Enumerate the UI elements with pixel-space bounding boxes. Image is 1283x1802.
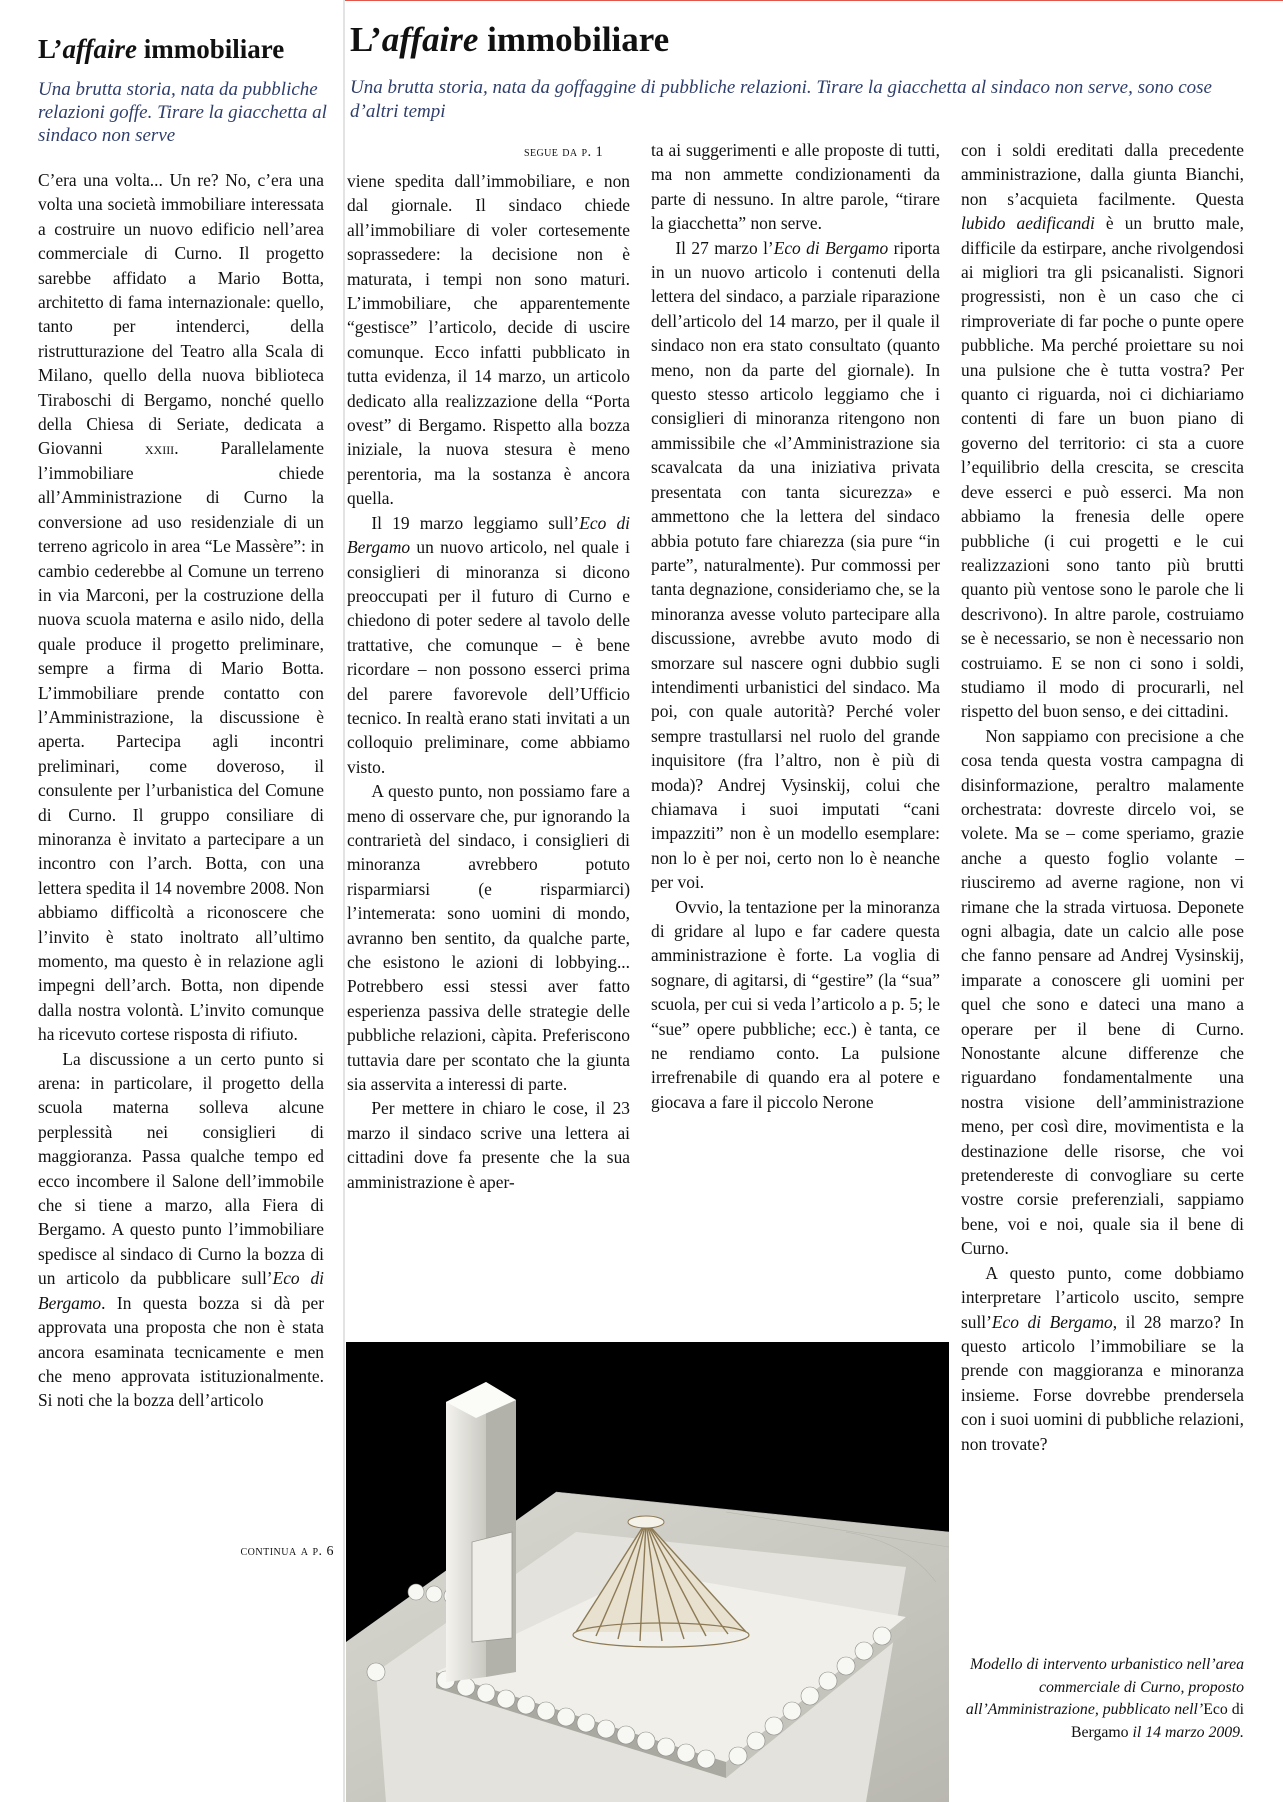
left-article-title: L’affaire immobiliare [38,34,285,64]
left-paragraph-1: C’era una volta... Un re? No, c’era una volta una società immobiliare interessata a costruire un nuovo edificio nell’area commerciale di Curno. Il progetto sarebbe affidato a Mario Botta, architetto di fama internazionale: quello, tanto per intenderci, della ristrutturazione del Teatro alla Scala di Milano, quello della nuova biblioteca Tiraboschi di Bergamo, nonché quello della Chiesa di Seriate, dedicata a Giovanni xxiii. Parallelamente l’immobiliare chiede all’Amministrazione di Curno la conversione ad uso residenziale di un terreno agricolo in area “Le Massère”: in cambio cederebbe al Comune un terreno in via Marconi, per la costruzione della nuova scuola materna e asilo nido, della quale produce il progetto preliminare, sempre a firma di Mario Botta. L’immobiliare prende contatto con l’Amministrazione, la discussione è aperta. Partecipa agli incontri preliminari, come doveroso, il consulente per l’urbanistica del Comune di Curno. Il gruppo consiliare di minoranza è invitato a partecipare a un incontro con l’arch. Botta, con una lettera spedita il 14 novembre 2008. Non abbiamo difficoltà a riconoscere che l’invito è stato inoltrato all’ultimo momento, ma questo è in relazione agli impegni dell’arch. Botta, non dipende dalla nostra volontà. L’invito comunque ha ricevuto cortese risposta di rifiuto. [38,170,324,1045]
architectural-model-photo [346,1342,949,1802]
main-article-subtitle: Una brutta storia, nata da goffaggine di pubbliche relazioni. Tirare la giacchetta al sindaco non serve, sono cose d’altri tempi [350,77,1212,122]
column-divider [343,0,345,1802]
left-article-body [38,168,324,1413]
continued-from-ref: segue da p. 1 [524,144,604,160]
col1-paragraph-1: viene spedita dall’immobiliare, e non dal giornale. Il sindaco chiede all’immobiliare di voler cortesemente soprassedere: la decisione non è maturata, i tempi non sono maturi. L’immobiliare, che apparentemente “gestisce” l’articolo, decide di uscire comunque. Ecco infatti pubblicato in tutta evidenza, il 14 marzo, un articolo dedicato alla realizzazione della “Porta ovest” di Bergamo. Rispetto alla bozza iniziale, la nuova stesura è meno perentoria, ma la sostanza è ancora quella. [347,171,630,509]
photo-caption: Modello di intervento urbanistico nell’area commerciale di Curno, proposto all’Amministrazione, pubblicato nell’Eco di Bergamo il 14 marzo 2009. [965,1656,1244,1741]
col2-paragraph-3: Ovvio, la tentazione per la minoranza di gridare al lupo e far cadere questa amministrazione è forte. La voglia di sognare, di agitarsi, di “gestire” (la “sua” scuola, per cui si veda l’articolo a p. 5; le “sue” opere pubbliche; ecc.) è tanta, ce ne rendiamo conto. La pulsione irrefrenabile di quando era al potere e giocava a fare il piccolo Nerone [651,896,940,1112]
continued-page-ref: continua a p. 6 [240,1544,334,1559]
main-article-title: L’affaire immobiliare [350,20,670,59]
left-article-subtitle: Una brutta storia, nata da pubbliche relazioni goffe. Tirare la giacchetta al sindaco non serve [38,79,327,146]
col1-paragraph-2: Il 19 marzo leggiamo sull’Eco di Bergamo un nuovo articolo, nel quale i consiglieri di minoranza si dicono preoccupati per il futuro di Curno e chiedono di poter sedere al tavolo delle trattative, che comunque – è bene ricordare – non possono esserci prima del parere favorevole dell’Ufficio tecnico. In realtà erano stati invitati a un colloquio preliminare, come abbiamo visto. [347,512,630,777]
col2-paragraph-1: ta ai suggerimenti e alle proposte di tutti, ma non ammette condizionamenti da parte di nessuno. In altre parole, “tirare la giacchetta” non serve. [651,140,940,234]
col3-paragraph-2: Non sappiamo con precisione a che cosa tenda questa vostra campagna di disinformazione, peraltro malamente orchestrata: dovreste dircelo voi, se volete. Ma se – come speriamo, grazie anche a questo foglio volante – riusciremo ad averne ragione, non vi rimane che la strada virtuosa. Deponete ogni albagia, date un calcio alle pose che fanno pensare ad Andrej Vysinskij, imparate a conoscere gli uomini per quel che sono e dateci una mano a operare per il bene di Curno. Nonostante alcune differenze che riguardano fondamentalmente una nostra visione dell’amministrazione meno, per così dire, movimentista e la destinazione delle risorse, che voi pretendereste di convogliare su certe vostre corsie preferenziali, sappiamo bene, voi e noi, quale sia il bene di Curno. [961,725,1244,1259]
col1-paragraph-3: A questo punto, non possiamo fare a meno di osservare che, pur ignorando la contrarietà del sindaco, i consiglieri di minoranza avrebbero potuto risparmiarsi (e risparmiarci) l’intemerata: sono uomini di mondo, avranno ben sentito, da qualche parte, che esistono le azioni di lobbying... Potrebbero essi stessi aver fatto esperienza passiva delle strategie delle pubbliche relazioni, càpita. Preferiscono tuttavia dare per scontato che la giunta sia asservita a interessi di parte. [347,781,630,1095]
main-column-3 [961,138,1244,1456]
col3-paragraph-3: A questo punto, come dobbiamo interpretare l’articolo uscito, sempre sull’Eco di Bergamo, il 28 marzo? In questo articolo l’immobiliare se la prende con maggioranza e minoranza insieme. Forse dovrebbe prendersela con i suoi uomini di pubbliche relazioni, non trovate? [961,1262,1245,1454]
left-paragraph-2: La discussione a un certo punto si arena: in particolare, il progetto della scuola materna solleva alcune perplessità nei consiglieri di maggioranza. Passa qualche tempo ed ecco incombere il Salone dell’immobile che si tiene a marzo, alla Fiera di Bergamo. A questo punto l’immobiliare spedisce al sindaco di Curno la bozza di un articolo da pubblicare sull’Eco di Bergamo. In questa bozza si dà per approvata una proposta che non è stata ancora esaminata tecnicamente e men che meno approvata istituzionalmente. Si noti che la bozza dell’articolo [38,1048,324,1411]
main-column-1 [347,169,630,1194]
col3-paragraph-1: con i soldi ereditati dalla precedente amministrazione, dalla giunta Bianchi, non s’acquieta facilmente. Questa lubido aedificandi è un brutto male, difficile da estirpare, anche rivolgendosi ai migliori tra gli psicanalisti. Signori progressisti, non è un caso che ci rimproveriate di far poche o punte opere pubbliche. Ma perché proiettare su noi una pulsione che è tutta vostra? Per quanto ci riguarda, noi ci dichiariamo contenti di fare un buon piano di governo del territorio: ci sta a cuore l’equilibrio della crescita, se crescita deve esserci e può esserci. Ma non abbiamo la frenesia delle opere pubbliche (i cui progetti e le cui realizzazioni sono tanto più brutti quanto più ventose sono le parole che li descrivono). In altre parole, costruiamo se è necessario, se non è necessario non costruiamo. E se non ci sono i soldi, studiamo il modo di procurarli, nel rispetto del buon senso, e dei cittadini. [961,140,1244,722]
main-column-2 [651,138,940,1114]
model-illustration [346,1342,949,1802]
top-red-rule [345,0,1283,1]
col1-paragraph-4: Per mettere in chiaro le cose, il 23 marzo il sindaco scrive una lettera ai cittadini dove fa presente che la sua amministrazione è aper- [347,1098,630,1192]
col2-paragraph-2: Il 27 marzo l’Eco di Bergamo riporta in un nuovo articolo i contenuti della lettera del sindaco, a parziale riparazione dell’articolo del 14 marzo, per il quale il sindaco non era stato consultato (quanto meno, non da parte del giornale). In questo stesso articolo leggiamo che i consiglieri di minoranza ritengono non ammissibile che «l’Amministrazione sia scavalcata da una iniziativa privata presentata con tanta sicurezza» e ammettono che la lettera del sindaco abbia potuto fare chiarezza (sia pure “in parte”, naturalmente). Pur commossi per tanta degnazione, consideriamo che, se la minoranza avesse voluto partecipare alla discussione, avrebbe avuto modo di smorzare sul nascere ogni dubbio sugli intendimenti urbanistici del sindaco. Ma poi, con quale autorità? Perché voler sempre trastullarsi nel ruolo del grande inquisitore (fra l’altro, non è più di moda)? Andrej Vysinskij, colui che chiamava i suoi imputati “cani impazziti” non è un modello esemplare: non lo è per noi, certo non lo è neanche per voi. [651,237,940,893]
